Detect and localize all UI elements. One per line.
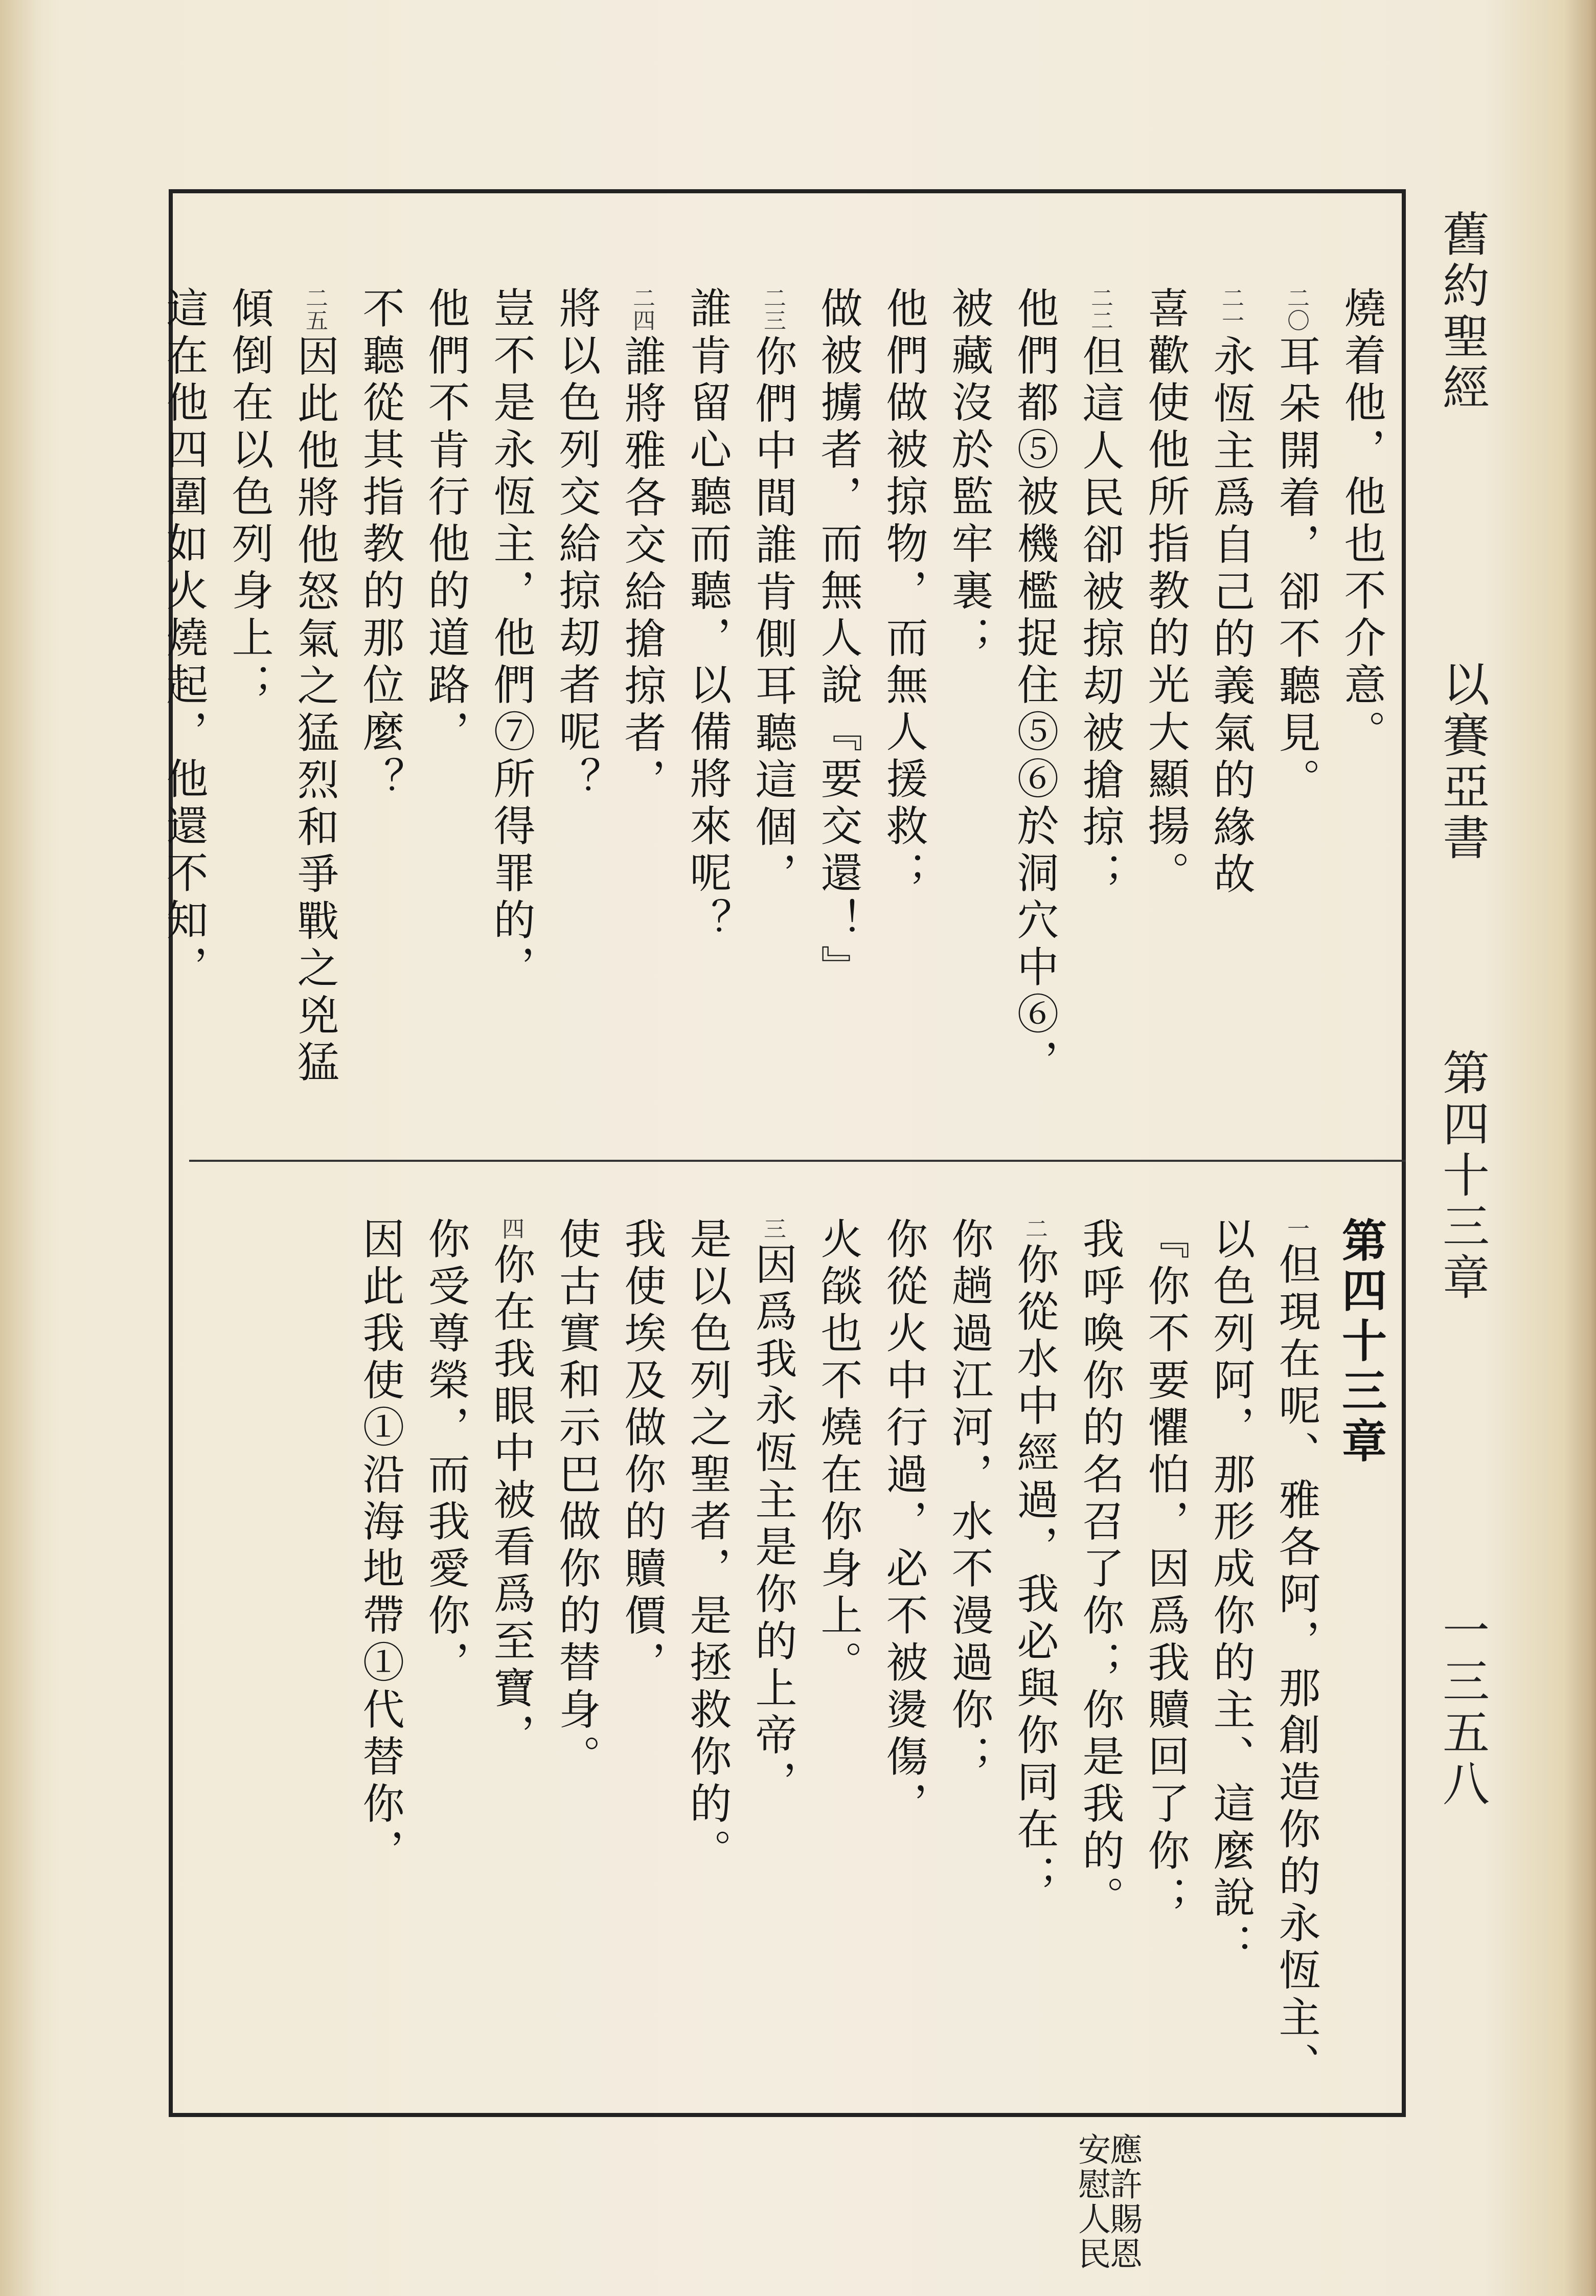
verse-number: 二三 [760,286,786,331]
verse-number: 二 [1021,1217,1047,1240]
verse-text: 使古實和示巴做你的替身。 [552,1217,601,1782]
verse-line [1198,286,1263,1156]
verse-text: 我使埃及做你的贖價， [618,1217,666,1687]
verse-line [1132,1217,1198,2097]
verse-line [1132,286,1198,1156]
verse-text: 我呼喚你的名召了你；你是我的。 [1076,1217,1124,1923]
verse-text: 火燄也不燒在你身上。 [814,1217,862,1687]
margin-note-line-2: 安慰人民 [1073,2132,1110,2271]
verse-line [1263,1217,1329,2097]
verse-line [1263,286,1329,1156]
verse-line [805,286,871,1156]
chapter-heading: 第四十三章 [1335,1217,1388,1468]
verse-text: 燒着他，他也不介意。 [1337,286,1386,757]
verse-text: 因爲我永恆主是你的上帝， [748,1243,797,1807]
verse-number: 二五 [302,286,328,331]
verse-text: 被藏沒於監牢裏； [945,286,993,663]
verse-number: 二二 [1087,286,1113,331]
verse-line [871,286,936,1156]
verse-line [609,286,674,1156]
verse-text: 因此我使①沿海地帶①代替你， [356,1217,404,1876]
lower-text-block [347,1217,1394,2097]
page-number: 一三五八 [1435,1606,1490,1810]
verse-text: 『你不要懼怕，因爲我贖回了你； [1141,1217,1190,1923]
verse-number: 二四 [629,286,655,331]
verse-line [543,286,609,1156]
verse-text: 他們不肯行他的道路， [421,286,470,757]
verse-line [413,1217,478,2097]
verse-text: 因此他將他怒氣之猛烈和爭戰之兇猛 [290,334,339,1087]
verse-line [1067,286,1132,1156]
verse-line [1198,1217,1263,2097]
verse-line [1001,286,1067,1156]
verse-text: 你趟過江河，水不漫過你； [945,1217,993,1782]
verse-text: 永恆主爲自己的義氣的緣故 [1206,334,1255,899]
verse-number: 二一 [1218,286,1244,331]
verse-line [478,1217,543,2097]
verse-text: 你們中間誰肯側耳聽這個， [748,334,797,899]
verse-text: 但現在呢、雅各阿，那創造你的永恆主、 [1272,1243,1320,2089]
verse-line [347,1217,413,2097]
verse-text: 誰肯留心聽而聽，以備將來呢？ [683,286,732,945]
verse-text: 你在我眼中被看爲至寶， [487,1243,535,1760]
verse-line [740,1217,805,2097]
verse-text: 豈不是永恆主，他們⑦所得罪的， [487,286,535,992]
verse-line [1001,1217,1067,2097]
verse-line [609,1217,674,2097]
verse-text: 喜歡使他所指教的光大顯揚。 [1141,286,1190,898]
verse-line [871,1217,936,2097]
verse-text: 做被擄者，而無人說『要交還！』 [814,286,862,992]
verse-number: 一 [1283,1217,1309,1240]
verse-line [674,1217,740,2097]
verse-text: 他們做被掠物，而無人援救； [879,286,928,898]
verse-text: 不聽從其指教的那位麼？ [356,286,404,804]
running-header-book: 以賽亞書 [1435,660,1490,864]
section-divider [189,1160,1406,1162]
verse-line [805,1217,871,2097]
verse-number: 二〇 [1283,286,1309,331]
verse-text: 傾倒在以色列身上； [225,286,273,710]
verse-line [936,286,1001,1156]
page-gutter [0,0,36,2296]
verse-text: 你從水中經過，我必與你同在； [1010,1243,1059,1901]
verse-line [543,1217,609,2097]
upper-text-block [151,286,1394,1156]
verse-line [1067,1217,1132,2097]
verse-line [936,1217,1001,2097]
verse-text: 但這人民卻被掠刧被搶掠； [1076,334,1124,899]
verse-text: 誰將雅各交給搶掠者， [618,334,666,805]
verse-text: 以色列阿，那形成你的主、這麼說： [1206,1217,1255,1970]
running-header-chapter: 第四十三章 [1435,1048,1490,1304]
verse-text: 你從火中行過，必不被燙傷， [879,1217,928,1829]
verse-line [478,286,543,1156]
verse-line [347,286,413,1156]
verse-line [674,286,740,1156]
verse-text: 是以色列之聖者，是拯救你的。 [683,1217,732,1876]
verse-text: 將以色列交給掠刧者呢？ [552,286,601,804]
verse-text: 這在他四圍如火燒起，他還不知， [159,286,208,992]
verse-number: 三 [760,1217,786,1240]
margin-note-line-1: 應許賜恩 [1104,2132,1142,2271]
verse-number: 四 [498,1217,524,1240]
verse-line [1329,286,1394,1156]
verse-text: 他們都⑤被機檻捉住⑤⑥於洞穴中⑥， [1010,286,1059,1086]
verse-line [740,286,805,1156]
running-header-title: 舊約聖經 [1435,210,1490,414]
verse-line [216,286,282,1156]
verse-text: 你受尊榮，而我愛你， [421,1217,470,1687]
verse-line [413,286,478,1156]
verse-line [282,286,347,1156]
verse-text: 耳朵開着，卻不聽見。 [1272,334,1320,805]
verse-line [151,286,216,1156]
